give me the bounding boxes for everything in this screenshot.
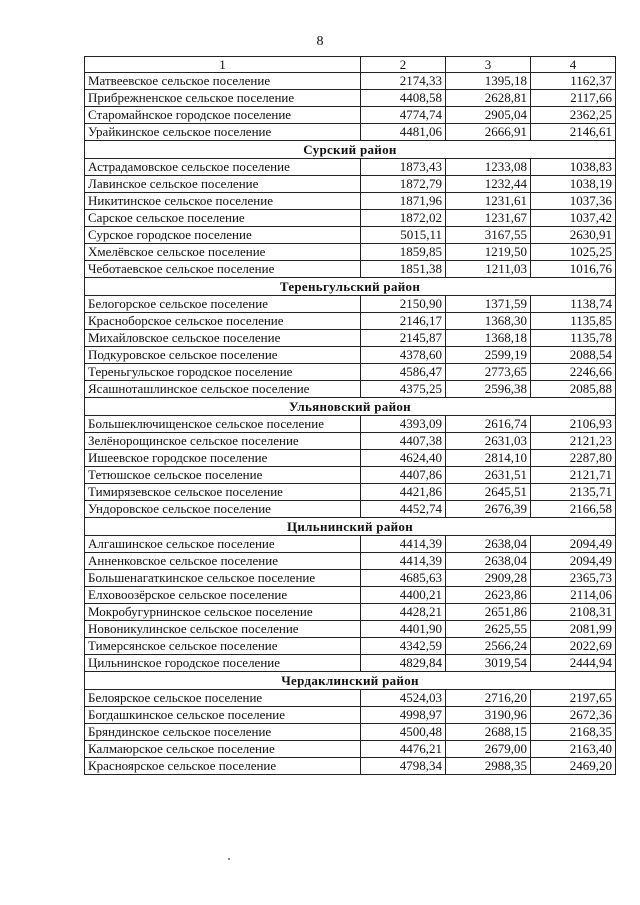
- table-row: [85, 536, 616, 553]
- value-cell-col4: 2088,54: [531, 347, 616, 364]
- value-cell-col4: 2444,94: [531, 655, 616, 672]
- value-cell-col4: 2163,40: [531, 741, 616, 758]
- settlement-name-cell: Тетюшское сельское поселение: [85, 467, 361, 484]
- table-row: [85, 296, 616, 313]
- settlement-name-cell: Прибрежненское сельское поселение: [85, 90, 361, 107]
- settlement-name-cell: Михайловское сельское поселение: [85, 330, 361, 347]
- value-cell-col3: 2716,20: [446, 690, 531, 707]
- settlement-name-cell: Калмаюрское сельское поселение: [85, 741, 361, 758]
- value-cell-col2: 4400,21: [361, 587, 446, 604]
- table-row: [85, 484, 616, 501]
- value-cell-col3: 2566,24: [446, 638, 531, 655]
- value-cell-col2: 1859,85: [361, 244, 446, 261]
- value-cell-col2: 4393,09: [361, 416, 446, 433]
- value-cell-col2: 4586,47: [361, 364, 446, 381]
- value-cell-col2: 1873,43: [361, 159, 446, 176]
- value-cell-col4: 2106,93: [531, 416, 616, 433]
- value-cell-col3: 1211,03: [446, 261, 531, 278]
- value-cell-col2: 4524,03: [361, 690, 446, 707]
- value-cell-col4: 2135,71: [531, 484, 616, 501]
- table-row: [85, 553, 616, 570]
- value-cell-col2: 2145,87: [361, 330, 446, 347]
- value-cell-col2: 2174,33: [361, 73, 446, 90]
- settlement-name-cell: Ундоровское сельское поселение: [85, 501, 361, 518]
- value-cell-col2: 4685,63: [361, 570, 446, 587]
- table-row: [85, 313, 616, 330]
- district-section-row: [85, 141, 616, 159]
- value-cell-col3: 2628,81: [446, 90, 531, 107]
- district-title: Ульяновский район: [85, 398, 616, 416]
- settlement-name-cell: Белоярское сельское поселение: [85, 690, 361, 707]
- value-cell-col3: 1395,18: [446, 73, 531, 90]
- settlement-name-cell: Тереньгульское городское поселение: [85, 364, 361, 381]
- value-cell-col4: 2094,49: [531, 536, 616, 553]
- settlement-name-cell: Цильнинское городское поселение: [85, 655, 361, 672]
- value-cell-col3: 2638,04: [446, 536, 531, 553]
- value-cell-col4: 1138,74: [531, 296, 616, 313]
- table-row: [85, 124, 616, 141]
- settlement-name-cell: Богдашкинское сельское поселение: [85, 707, 361, 724]
- value-cell-col2: 4407,86: [361, 467, 446, 484]
- value-cell-col3: 2599,19: [446, 347, 531, 364]
- settlement-name-cell: Тимирязевское сельское поселение: [85, 484, 361, 501]
- tariff-table: [84, 56, 616, 775]
- column-header: 1: [85, 57, 361, 73]
- settlement-name-cell: Чеботаевское сельское поселение: [85, 261, 361, 278]
- value-cell-col3: 2676,39: [446, 501, 531, 518]
- table-row: [85, 381, 616, 398]
- table-row: [85, 330, 616, 347]
- district-title: Цильнинский район: [85, 518, 616, 536]
- value-cell-col4: 2094,49: [531, 553, 616, 570]
- value-cell-col4: 2108,31: [531, 604, 616, 621]
- value-cell-col2: 1872,79: [361, 176, 446, 193]
- value-cell-col3: 2905,04: [446, 107, 531, 124]
- table-row: [85, 210, 616, 227]
- value-cell-col3: 2631,03: [446, 433, 531, 450]
- value-cell-col3: 2638,04: [446, 553, 531, 570]
- district-section-row: [85, 278, 616, 296]
- settlement-name-cell: Тимерсянское сельское поселение: [85, 638, 361, 655]
- value-cell-col2: 4798,34: [361, 758, 446, 775]
- table-row: [85, 707, 616, 724]
- value-cell-col4: 1037,42: [531, 210, 616, 227]
- value-cell-col2: 4476,21: [361, 741, 446, 758]
- table-row: [85, 107, 616, 124]
- value-cell-col3: 3190,96: [446, 707, 531, 724]
- settlement-name-cell: Ясашноташлинское сельское поселение: [85, 381, 361, 398]
- settlement-name-cell: Белогорское сельское поселение: [85, 296, 361, 313]
- value-cell-col4: 2362,25: [531, 107, 616, 124]
- value-cell-col3: 2625,55: [446, 621, 531, 638]
- table-row: [85, 741, 616, 758]
- settlement-name-cell: Сарское сельское поселение: [85, 210, 361, 227]
- value-cell-col4: 1135,85: [531, 313, 616, 330]
- value-cell-col3: 2596,38: [446, 381, 531, 398]
- value-cell-col4: 1025,25: [531, 244, 616, 261]
- value-cell-col4: 1135,78: [531, 330, 616, 347]
- value-cell-col4: 2469,20: [531, 758, 616, 775]
- value-cell-col3: 1233,08: [446, 159, 531, 176]
- value-cell-col4: 1016,76: [531, 261, 616, 278]
- value-cell-col2: 4452,74: [361, 501, 446, 518]
- value-cell-col2: 4407,38: [361, 433, 446, 450]
- settlement-name-cell: Астрадамовское сельское поселение: [85, 159, 361, 176]
- value-cell-col2: 4414,39: [361, 536, 446, 553]
- table-row: [85, 467, 616, 484]
- value-cell-col3: 2645,51: [446, 484, 531, 501]
- district-title: Сурский район: [85, 141, 616, 159]
- value-cell-col2: 1871,96: [361, 193, 446, 210]
- value-cell-col3: 2773,65: [446, 364, 531, 381]
- value-cell-col4: 2246,66: [531, 364, 616, 381]
- table-row: [85, 450, 616, 467]
- value-cell-col2: 4375,25: [361, 381, 446, 398]
- settlement-name-cell: Сурское городское поселение: [85, 227, 361, 244]
- table-row: [85, 604, 616, 621]
- value-cell-col4: 2022,69: [531, 638, 616, 655]
- value-cell-col3: 1368,18: [446, 330, 531, 347]
- value-cell-col3: 1368,30: [446, 313, 531, 330]
- value-cell-col4: 2197,65: [531, 690, 616, 707]
- value-cell-col2: 4481,06: [361, 124, 446, 141]
- settlement-name-cell: Мокробугурнинское сельское поселение: [85, 604, 361, 621]
- column-header: 2: [361, 57, 446, 73]
- table-row: [85, 638, 616, 655]
- value-cell-col2: 2150,90: [361, 296, 446, 313]
- table-row: [85, 193, 616, 210]
- value-cell-col3: 1231,61: [446, 193, 531, 210]
- value-cell-col3: 2616,74: [446, 416, 531, 433]
- page-number: 8: [316, 34, 324, 49]
- table-row: [85, 570, 616, 587]
- column-header: 3: [446, 57, 531, 73]
- table-row: [85, 587, 616, 604]
- settlement-name-cell: Анненковское сельское поселение: [85, 553, 361, 570]
- value-cell-col2: 4500,48: [361, 724, 446, 741]
- value-cell-col4: 2672,36: [531, 707, 616, 724]
- settlement-name-cell: Лавинское сельское поселение: [85, 176, 361, 193]
- table-row: [85, 364, 616, 381]
- district-section-row: [85, 672, 616, 690]
- value-cell-col2: 4998,97: [361, 707, 446, 724]
- settlement-name-cell: Зелёнорощинское сельское поселение: [85, 433, 361, 450]
- value-cell-col2: 1851,38: [361, 261, 446, 278]
- value-cell-col4: 2365,73: [531, 570, 616, 587]
- value-cell-col4: 2287,80: [531, 450, 616, 467]
- table-row: [85, 758, 616, 775]
- settlement-name-cell: Красноярское сельское поселение: [85, 758, 361, 775]
- table-row: [85, 347, 616, 364]
- settlement-name-cell: Старомайнское городское поселение: [85, 107, 361, 124]
- table-row: [85, 261, 616, 278]
- value-cell-col3: 1219,50: [446, 244, 531, 261]
- value-cell-col3: 2631,51: [446, 467, 531, 484]
- table-row: [85, 227, 616, 244]
- value-cell-col2: 4401,90: [361, 621, 446, 638]
- value-cell-col3: 1232,44: [446, 176, 531, 193]
- value-cell-col4: 2114,06: [531, 587, 616, 604]
- value-cell-col2: 4774,74: [361, 107, 446, 124]
- value-cell-col4: 2168,35: [531, 724, 616, 741]
- table-row: [85, 176, 616, 193]
- value-cell-col4: 2081,99: [531, 621, 616, 638]
- table-row: [85, 724, 616, 741]
- district-section-row: [85, 398, 616, 416]
- value-cell-col2: 4829,84: [361, 655, 446, 672]
- table-row: [85, 501, 616, 518]
- table-row: [85, 416, 616, 433]
- value-cell-col4: 2085,88: [531, 381, 616, 398]
- value-cell-col2: 4408,58: [361, 90, 446, 107]
- table-header-row: [85, 57, 616, 73]
- value-cell-col4: 1037,36: [531, 193, 616, 210]
- table-row: [85, 621, 616, 638]
- settlement-name-cell: Елховоозёрское сельское поселение: [85, 587, 361, 604]
- settlement-name-cell: Алгашинское сельское поселение: [85, 536, 361, 553]
- settlement-name-cell: Урайкинское сельское поселение: [85, 124, 361, 141]
- value-cell-col3: 3167,55: [446, 227, 531, 244]
- value-cell-col2: 5015,11: [361, 227, 446, 244]
- value-cell-col4: 1038,83: [531, 159, 616, 176]
- settlement-name-cell: Подкуровское сельское поселение: [85, 347, 361, 364]
- value-cell-col2: 4428,21: [361, 604, 446, 621]
- value-cell-col3: 2651,86: [446, 604, 531, 621]
- value-cell-col2: 4414,39: [361, 553, 446, 570]
- value-cell-col2: 4342,59: [361, 638, 446, 655]
- value-cell-col4: 2630,91: [531, 227, 616, 244]
- district-title: Тереньгульский район: [85, 278, 616, 296]
- value-cell-col2: 4624,40: [361, 450, 446, 467]
- column-header: 4: [531, 57, 616, 73]
- table-row: [85, 73, 616, 90]
- value-cell-col4: 2166,58: [531, 501, 616, 518]
- value-cell-col4: 1038,19: [531, 176, 616, 193]
- district-section-row: [85, 518, 616, 536]
- settlement-name-cell: Большеключищенское сельское поселение: [85, 416, 361, 433]
- value-cell-col4: 2121,71: [531, 467, 616, 484]
- value-cell-col4: 2117,66: [531, 90, 616, 107]
- table-row: [85, 159, 616, 176]
- value-cell-col3: 2666,91: [446, 124, 531, 141]
- district-title: Чердаклинский район: [85, 672, 616, 690]
- table-row: [85, 433, 616, 450]
- value-cell-col2: 2146,17: [361, 313, 446, 330]
- value-cell-col3: 2688,15: [446, 724, 531, 741]
- value-cell-col3: 2679,00: [446, 741, 531, 758]
- value-cell-col4: 2146,61: [531, 124, 616, 141]
- value-cell-col2: 1872,02: [361, 210, 446, 227]
- settlement-name-cell: Матвеевское сельское поселение: [85, 73, 361, 90]
- value-cell-col2: 4421,86: [361, 484, 446, 501]
- value-cell-col3: 2623,86: [446, 587, 531, 604]
- settlement-name-cell: Ишеевское городское поселение: [85, 450, 361, 467]
- settlement-name-cell: Никитинское сельское поселение: [85, 193, 361, 210]
- value-cell-col3: 2988,35: [446, 758, 531, 775]
- value-cell-col3: 2814,10: [446, 450, 531, 467]
- table-row: [85, 244, 616, 261]
- value-cell-col4: 2121,23: [531, 433, 616, 450]
- value-cell-col4: 1162,37: [531, 73, 616, 90]
- table-row: [85, 90, 616, 107]
- value-cell-col3: 1231,67: [446, 210, 531, 227]
- value-cell-col2: 4378,60: [361, 347, 446, 364]
- scan-speck: [228, 858, 230, 860]
- table-row: [85, 655, 616, 672]
- settlement-name-cell: Хмелёвское сельское поселение: [85, 244, 361, 261]
- value-cell-col3: 1371,59: [446, 296, 531, 313]
- settlement-name-cell: Бряндинское сельское поселение: [85, 724, 361, 741]
- table-row: [85, 690, 616, 707]
- value-cell-col3: 2909,28: [446, 570, 531, 587]
- settlement-name-cell: Большенагаткинское сельское поселение: [85, 570, 361, 587]
- settlement-name-cell: Красноборское сельское поселение: [85, 313, 361, 330]
- settlement-name-cell: Новоникулинское сельское поселение: [85, 621, 361, 638]
- value-cell-col3: 3019,54: [446, 655, 531, 672]
